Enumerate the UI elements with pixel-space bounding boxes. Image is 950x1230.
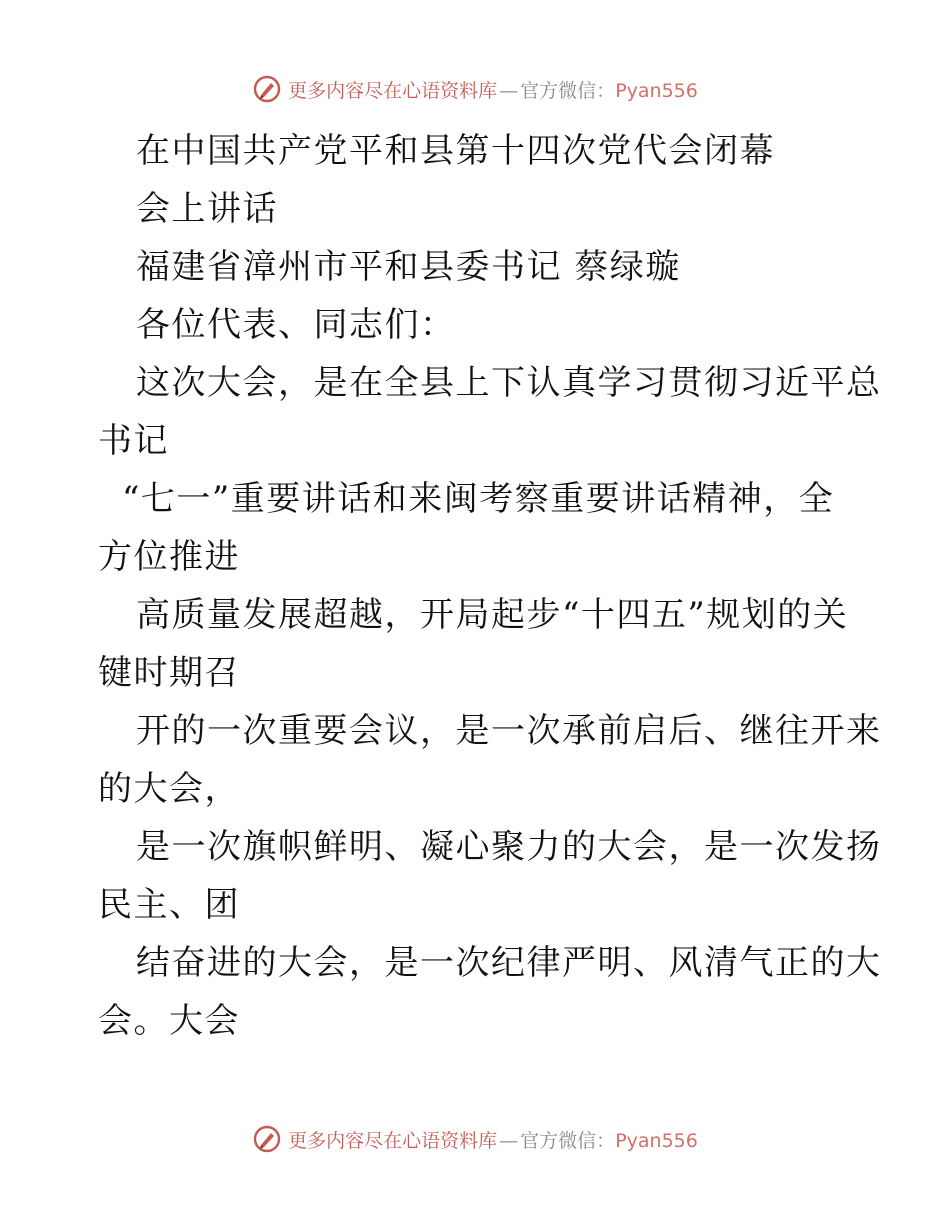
doc-line: 键时期召 xyxy=(98,653,240,693)
watermark-label: 官方微信： xyxy=(520,79,616,102)
doc-line: 会上讲话 xyxy=(136,189,278,229)
watermark-separator: — xyxy=(499,79,519,102)
watermark-main: 更多内容尽在心语资料库 xyxy=(288,1129,498,1152)
watermark-main: 更多内容尽在心语资料库 xyxy=(288,79,498,102)
watermark-separator: — xyxy=(499,1129,519,1152)
doc-line: 各位代表、同志们： xyxy=(136,305,456,345)
watermark-label: 官方微信： xyxy=(520,1129,616,1152)
pen-logo-icon xyxy=(252,74,282,104)
watermark-wechat-id: Pyan556 xyxy=(615,1129,698,1152)
doc-line: 高质量发展超越，开局起步“十四五”规划的关 xyxy=(136,595,849,635)
doc-line: 的大会， xyxy=(98,769,240,809)
footer-watermark xyxy=(0,1124,950,1154)
doc-line: “七一”重要讲话和来闽考察重要讲话精神，全 xyxy=(122,479,835,519)
doc-line: 是一次旗帜鲜明、凝心聚力的大会，是一次发扬 xyxy=(136,827,882,867)
doc-line: 开的一次重要会议，是一次承前启后、继往开来 xyxy=(136,711,882,751)
watermark-text xyxy=(288,76,698,103)
header-watermark xyxy=(0,74,950,104)
doc-line: 在中国共产党平和县第十四次党代会闭幕 xyxy=(136,131,775,171)
doc-line: 书记 xyxy=(98,421,169,461)
doc-line: 会。大会 xyxy=(98,1001,240,1041)
document-body xyxy=(98,122,882,1050)
doc-line: 结奋进的大会，是一次纪律严明、风清气正的大 xyxy=(136,943,882,983)
doc-line: 民主、团 xyxy=(98,885,240,925)
watermark-wechat-id: Pyan556 xyxy=(615,79,698,102)
doc-line: 这次大会，是在全县上下认真学习贯彻习近平总 xyxy=(136,363,882,403)
watermark-text xyxy=(288,1126,698,1153)
doc-line: 方位推进 xyxy=(98,537,240,577)
pen-logo-icon xyxy=(252,1124,282,1154)
doc-line: 福建省漳州市平和县委书记 蔡绿璇 xyxy=(136,247,681,287)
